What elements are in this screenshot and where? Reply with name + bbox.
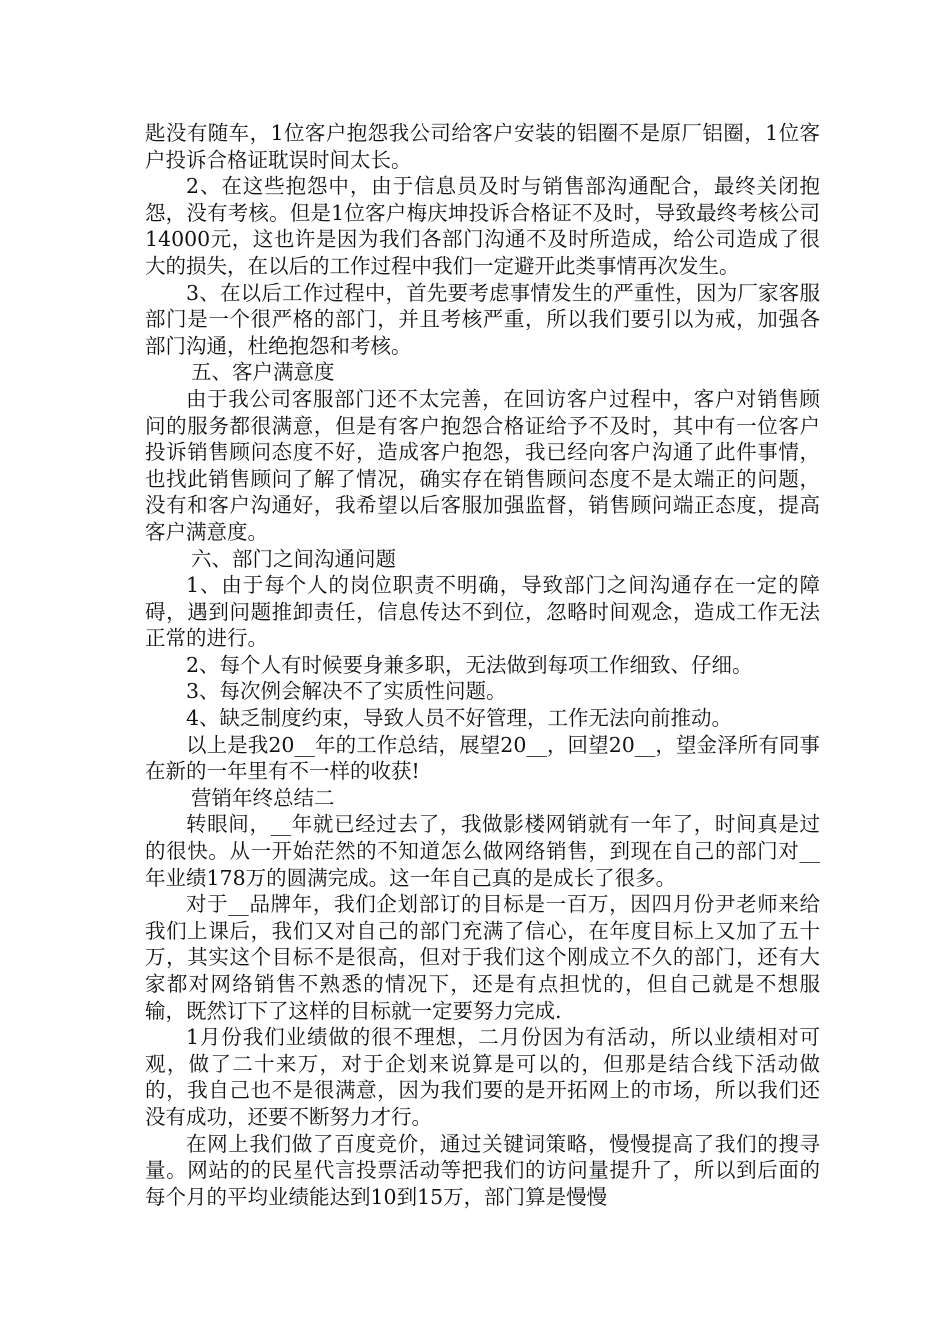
paragraph: 匙没有随车，1位客户抱怨我公司给客户安装的铝圈不是原厂铝圈，1位客户投诉合格证耽误时间太长。	[145, 121, 820, 172]
paragraph: 由于我公司客服部门还不太完善，在回访客户过程中，客户对销售顾问的服务都很满意，但是有客户抱怨合格证给予不及时，其中有一位客户投诉销售顾问态度不好，造成客户抱怨，我已经向客户沟通了此件事情，也找此销售顾问了解了情况，确实存在销售顾问态度不是太端正的问题，没有和客户沟通好，我希望以后客服加强监督，销售顾问端正态度，提高客户满意度。	[145, 386, 820, 544]
paragraph: 4、缺乏制度约束，导致人员不好管理，工作无法向前推动。	[186, 706, 733, 731]
section-heading: 五、客户满意度	[191, 360, 335, 385]
paragraph: 3、在以后工作过程中，首先要考虑事情发生的严重性，因为厂家客服部门是一个很严格的部门，并且考核严重，所以我们要引以为戒，加强各部门沟通，杜绝抱怨和考核。	[145, 280, 820, 358]
section-heading: 营销年终总结二	[191, 785, 335, 810]
paragraph: 1月份我们业绩做的很不理想，二月份因为有活动，所以业绩相对可观，做了二十来万，对于企划来说算是可以的，但那是结合线下活动做的，我自己也不是很满意，因为我们要的是开拓网上的市场，所以我们还没有成功，还要不断努力才行。	[145, 1025, 820, 1129]
paragraph: 1、由于每个人的岗位职责不明确，导致部门之间沟通存在一定的障碍，遇到问题推卸责任，信息传达不到位，忽略时间观念，造成工作无法正常的进行。	[145, 573, 820, 651]
paragraph: 以上是我20__年的工作总结，展望20__，回望20__，望金泽所有同事在新的一年里有不一样的收获!	[145, 732, 820, 784]
paragraph: 在网上我们做了百度竞价，通过关键词策略，慢慢提高了我们的搜寻量。网站的的民星代言投票活动等把我们的访问量提升了，所以到后面的每个月的平均业绩能达到10到15万，部门算是慢慢	[145, 1131, 820, 1209]
section-heading: 六、部门之间沟通问题	[191, 546, 396, 571]
paragraph: 3、每次例会解决不了实质性问题。	[186, 679, 507, 704]
paragraph: 2、在这些抱怨中，由于信息员及时与销售部沟通配合，最终关闭抱怨，没有考核。但是1位客户梅庆坤投诉合格证不及时，导致最终考核公司14000元，这也许是因为我们各部门沟通不及时所造成，给公司造成了很大的损失，在以后的工作过程中我们一定避开此类事情再次发生。	[145, 174, 820, 278]
paragraph: 对于__品牌年，我们企划部订的目标是一百万，因四月份尹老师来给我们上课后，我们又对自己的部门充满了信心，在年度目标上又加了五十万，其实这个目标不是很高，但对于我们这个刚成立不久的部门，还有大家都对网络销售不熟悉的情况下，还是有点担忧的，但自己就是不想服输，既然订下了这样的目标就一定要努力完成.	[145, 892, 820, 1023]
document-body	[145, 120, 820, 1210]
paragraph: 2、每个人有时候要身兼多职，无法做到每项工作细致、仔细。	[186, 652, 753, 677]
paragraph: 转眼间，__年就已经过去了，我做影楼网销就有一年了，时间真是过的很快。从一开始茫然的不知道怎么做网络销售，到现在自己的部门对__年业绩178万的圆满完成。这一年自己真的是成长了很多。	[145, 812, 820, 890]
